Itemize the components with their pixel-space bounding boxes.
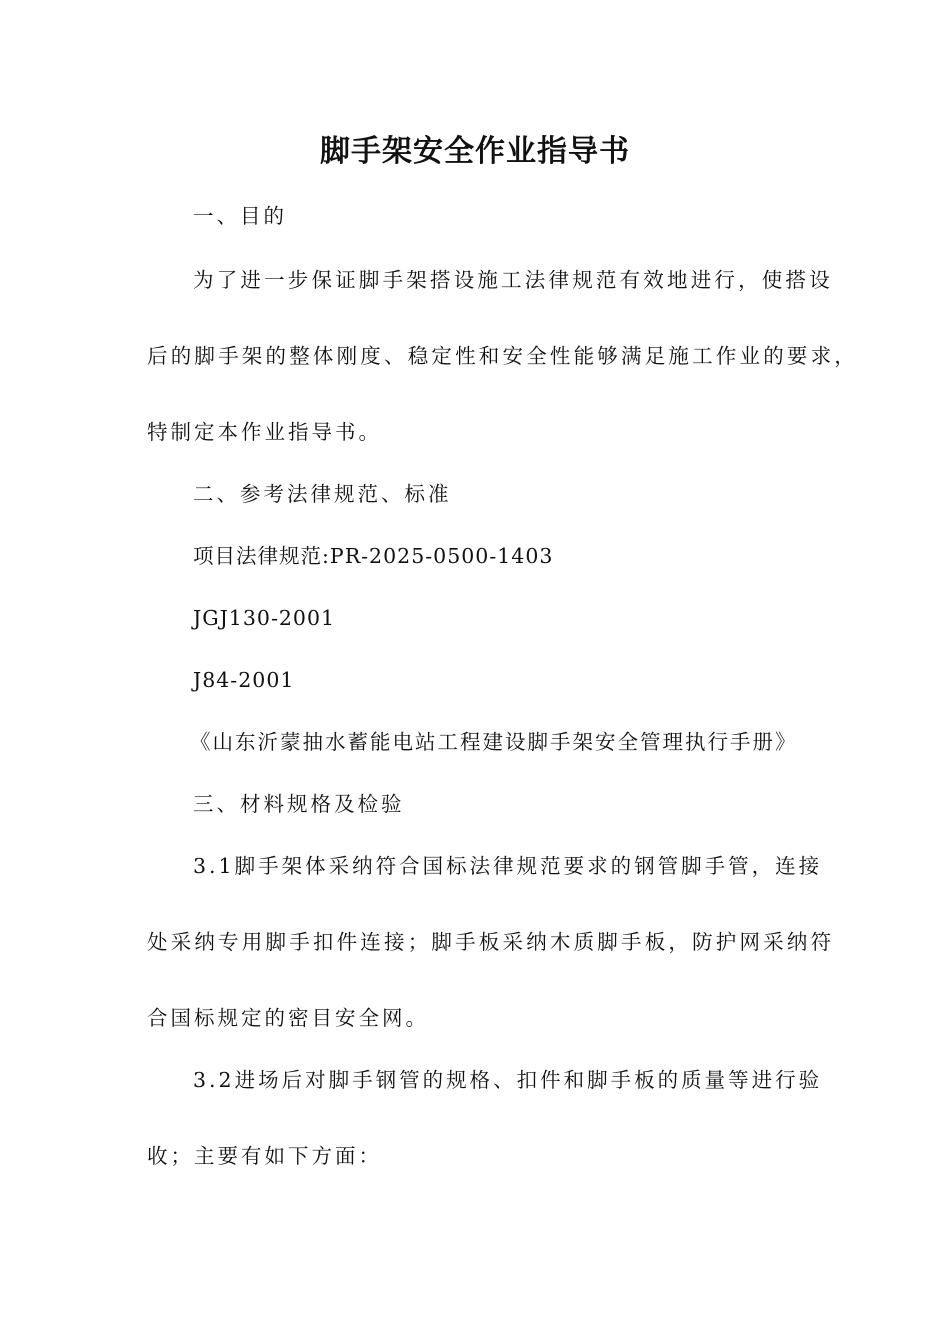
paragraph-line: 后的脚手架的整体刚度、稳定性和安全性能够满足施工作业的要求， (147, 344, 858, 368)
paragraph-line: 收；主要有如下方面： (147, 1144, 382, 1168)
reference-item: JGJ130-2001 (193, 606, 336, 630)
document-title: 脚手架安全作业指导书 (320, 134, 630, 169)
paragraph-line: 3.1脚手架体采纳符合国标法律规范要求的钢管脚手管，连接 (193, 854, 823, 878)
reference-item: J84-2001 (193, 668, 295, 692)
reference-item: 项目法律规范:PR-2025-0500-1403 (193, 544, 554, 568)
section-heading-materials: 三、材料规格及检验 (193, 792, 405, 816)
paragraph-line: 3.2进场后对脚手钢管的规格、扣件和脚手板的质量等进行验 (193, 1068, 823, 1092)
section-heading-references: 二、参考法律规范、标准 (193, 482, 452, 506)
paragraph-line: 合国标规定的密目安全网。 (147, 1006, 429, 1030)
section-heading-purpose: 一、目的 (193, 204, 287, 228)
paragraph-line: 特制定本作业指导书。 (147, 420, 382, 444)
paragraph-line: 处采纳专用脚手扣件连接；脚手板采纳木质脚手板，防护网采纳符 (147, 930, 835, 954)
paragraph-line: 为了进一步保证脚手架搭设施工法律规范有效地进行，使搭设 (193, 268, 833, 292)
reference-item: 《山东沂蒙抽水蓄能电站工程建设脚手架安全管理执行手册》 (190, 730, 798, 754)
